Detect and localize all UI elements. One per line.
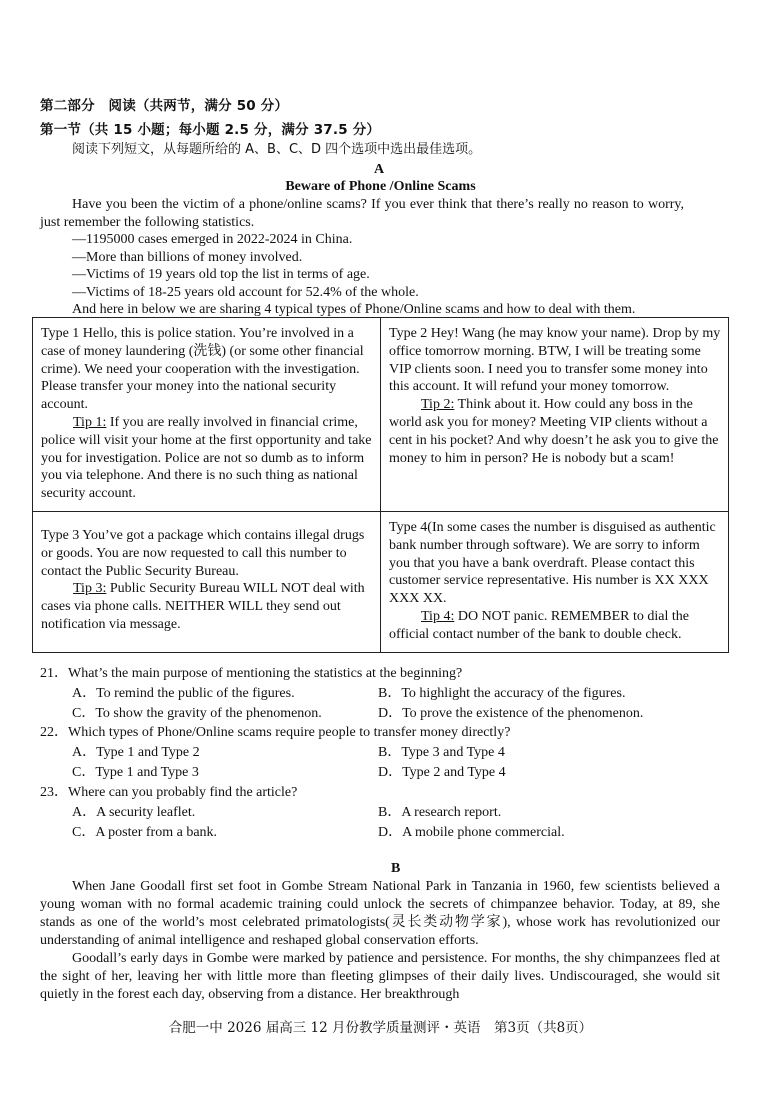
option: C．To show the gravity of the phenomenon. <box>72 706 322 721</box>
passage-b-paragraph: Goodall’s early days in Gombe were marked by patience and persistence. For months, the shy chimpanzees fled at the sight of her, leaving her with little more than fleeting glimpses of their daily lives. Undiscouraged, she would sit quietly in the forest each day, observing from a distance. Her breakthrough <box>40 951 720 1002</box>
tip-paragraph <box>41 580 373 633</box>
scam-type-text: Type 3 You’ve got a package which contains illegal drugs or goods. You are now requested to call this number to contact the Public Security Bureau. <box>41 527 365 579</box>
tip-text: Think about it. How could any boss in the world ask you for money? Meeting VIP clients without a cent in his pocket? And why doesn’t he ask you to give the money to him in person? He is nobody but a scam! <box>389 397 719 466</box>
scam-type-text: Type 2 Hey! Wang (he may know your name). Drop by my office tomorrow morning. BTW, I will be treating some VIP clients soon. I need you to transfer some money into this account. It will refund your money tomorrow. <box>389 326 721 395</box>
scam-type-text: Type 4(In some cases the number is disguised as authentic bank number through software). We are sorry to inform you that you have a bank overdraft. Please contact this customer service representative. His number is XX XXX XXX XX. <box>389 519 716 607</box>
instruction: 阅读下列短文，从每题所给的 A、B、C、D 四个选项中选出最佳选项。 <box>72 142 482 157</box>
stat-line: —Victims of 18-25 years old account for 52.4% of the whole. <box>72 285 419 300</box>
scam-type-cell <box>381 511 729 652</box>
stat-line: —Victims of 19 years old top the list in terms of age. <box>72 267 370 282</box>
tip-label: Tip 4: <box>421 608 455 624</box>
passage-a-intro: Have you been the victim of a phone/online scams? If you ever think that there’s really no reason to worry, just remember the following statistics. <box>40 197 684 230</box>
tip-paragraph <box>41 414 373 503</box>
scam-type-cell <box>381 318 729 512</box>
option: A．Type 1 and Type 2 <box>72 745 200 760</box>
option: A．To remind the public of the figures. <box>72 686 295 701</box>
scam-type-cell <box>33 511 381 652</box>
question-stem: 23．Where can you probably find the article? <box>40 785 298 800</box>
tip-text: DO NOT panic. REMEMBER to dial the official contact number of the bank to double check. <box>389 608 689 642</box>
option: D．A mobile phone commercial. <box>378 825 565 840</box>
tip-label: Tip 1: <box>73 414 107 430</box>
section-header: 第一节（共 15 小题；每小题 2.5 分，满分 37.5 分） <box>40 122 381 138</box>
option: D．To prove the existence of the phenomenon. <box>378 706 644 721</box>
option: C．Type 1 and Type 3 <box>72 765 199 780</box>
passage-b-letter: B <box>391 861 401 876</box>
tip-paragraph <box>389 396 721 467</box>
tip-label: Tip 3: <box>73 581 107 597</box>
option: D．Type 2 and Type 4 <box>378 765 506 780</box>
scam-type-cell <box>33 318 381 512</box>
option: B．A research report. <box>378 805 502 820</box>
stat-line: —More than billions of money involved. <box>72 250 303 265</box>
option: B．To highlight the accuracy of the figures. <box>378 686 626 701</box>
scam-types-table <box>32 317 729 653</box>
question-stem: 22．Which types of Phone/Online scams require people to transfer money directly? <box>40 725 511 740</box>
question-stem: 21．What’s the main purpose of mentioning the statistics at the beginning? <box>40 666 463 681</box>
tip-text: Public Security Bureau WILL NOT deal with cases via phone calls. NEITHER WILL they send out notification via message. <box>41 581 365 632</box>
tip-label: Tip 2: <box>421 397 455 413</box>
passage-b-paragraph: When Jane Goodall first set foot in Gombe Stream National Park in Tanzania in 1960, few scientists believed a young woman with no formal academic training could unlock the secrets of chimpanzee behavior. Today, at 89, she stands as one of the world’s most celebrated primatologists(灵长类动物学家), whose work has revolutionized our understanding of animal intelligence and reshaped global conservation efforts. <box>40 879 720 948</box>
stat-line: —1195000 cases emerged in 2022-2024 in China. <box>72 232 353 247</box>
passage-a-lead: And here in below we are sharing 4 typical types of Phone/Online scams and how to deal with them. <box>72 302 636 317</box>
option: A．A security leaflet. <box>72 805 196 820</box>
option: B．Type 3 and Type 4 <box>378 745 505 760</box>
page-footer: 合肥一中 2026 届高三 12 月份教学质量测评・英语 第3页（共8页） <box>168 1020 593 1036</box>
tip-text: If you are really involved in financial crime, police will visit your home at the first opportunity and take you for investigation. Police are not so dumb as to inform you via telephone. And there is no such thing as national security account. <box>41 414 372 502</box>
passage-a-letter: A <box>374 162 385 177</box>
tip-paragraph <box>389 608 721 644</box>
scam-type-text: Type 1 Hello, this is police station. You’re involved in a case of money laundering (洗钱) (or some other financial crime). We need your cooperation with the investigation. Please transfer your money into the national security account. <box>41 326 364 413</box>
option: C．A poster from a bank. <box>72 825 218 840</box>
part-header: 第二部分 阅读（共两节，满分 50 分） <box>40 98 289 114</box>
passage-a-title: Beware of Phone /Online Scams <box>285 179 476 194</box>
